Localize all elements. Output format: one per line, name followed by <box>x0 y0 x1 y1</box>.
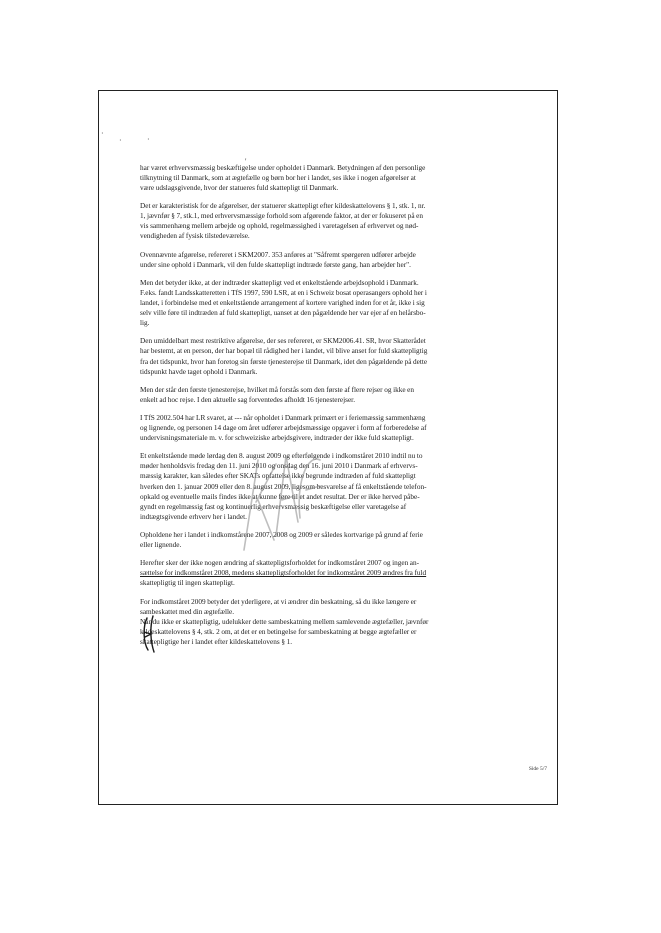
paragraph <box>140 385 533 405</box>
text-line: tidspunkt havde taget ophold i Danmark. <box>140 367 258 376</box>
text-line: Det er karakteristisk for de afgørelser, der statuerer skattepligt efter kildeskattelovens § 1, stk. 1, nr. <box>140 202 426 211</box>
text-line: mæssig karakter, kan således efter SKATs opfattelse ikke begrunde indtræden af fuld skattepligt <box>140 472 416 481</box>
scanned-page <box>98 90 558 805</box>
text-line: har bestemt, at en person, der har bopæl til rådighed her i landet, vil blive anset for fuld skattepligtig <box>140 347 428 356</box>
text-line: hverken den 1. januar 2009 eller den 8. august 2009, ligesom besvarelse af få enkeltstående telefon- <box>140 482 427 491</box>
text-line: gyndt en regelmæssig fast og kontinuerlig erhvervsmæssig beskæftigelse eller varetagelse af <box>140 502 407 511</box>
text-line: I TfS 2002.504 har LR svaret, at --- når opholdet i Danmark primært er i feriemæssig sammenhæng <box>140 414 426 423</box>
paragraph-underlined <box>140 558 533 588</box>
paragraph <box>140 597 533 617</box>
text-line: sættelse for indkomståret 2008, medens skattepligtsforholdet for indkomståret 2009 ændres fra fuld <box>140 569 427 578</box>
text-line: opkald og eventuelle mails findes ikke at kunne føre til et andet resultat. Der er ikke herved påbe- <box>140 492 420 501</box>
text-line: landet, i forbindelse med et enkeltstående arrangement af kortere varighed inden for et år, ikke i sig <box>140 299 425 308</box>
text-line: møder henholdsvis fredag den 11. juni 2010 og onsdag den 16. juni 2010 i Danmark af erhvervs- <box>140 462 418 471</box>
text-line: selv ville føre til indtræden af fuld skattepligt, uanset at den pågældende her var ejer af en helårsbo- <box>140 309 426 318</box>
text-line: enkelt ad hoc rejse. I den aktuelle sag forventedes afholdt 16 tjenesterejser. <box>140 395 356 404</box>
text-line: Men der står den første tjenesterejse, hvilket må forstås som den første af flere rejser og ikke en <box>140 385 415 394</box>
text-line: F.eks. fandt Landsskatteretten i TfS 1997, 590 LSR, at en i Schweiz bosat operasangers ophold her i <box>140 289 427 298</box>
text-line: skattepligtige her i landet efter kildeskattelovens § 1. <box>140 637 293 646</box>
text-line: Når du ikke er skattepligtig, udelukker dette sambeskatning mellem samlevende ægtefæller, jævnfør <box>140 617 429 626</box>
text-line: har været erhvervsmæssig beskæftigelse under opholdet i Danmark. Betydningen af den personlige <box>140 164 426 172</box>
scan-speck: ' <box>245 157 247 166</box>
paragraph <box>140 278 533 328</box>
text-line: eller lignende. <box>140 540 182 549</box>
text-line: vendigheden af fysisk tilstedeværelse. <box>140 232 250 241</box>
text-line: fra det tidspunkt, hvor han foretog sin første tjenesterejse til Danmark, idet den pågældende på dette <box>140 357 428 366</box>
text-line: undervisningsmateriale m. v. for schweiziske arbejdsgivere, indtræder der ikke fuld skattepligt. <box>140 434 414 443</box>
document-body <box>140 163 533 655</box>
text-line: og lignende, og personen 14 dage om året udfører arbejdsmæssige opgaver i form af forberedelse af <box>140 424 427 433</box>
paragraph <box>140 336 533 376</box>
text-line: skattepligtig til ingen skattepligt. <box>140 579 235 588</box>
paragraph <box>140 163 533 193</box>
scan-speck: · <box>147 135 150 144</box>
paragraph <box>140 413 533 443</box>
text-line: Herefter sker der ikke nogen ændring af skattepligtsforholdet for indkomståret 2007 og ingen an- <box>140 559 420 568</box>
page-number: Side 5/7 <box>528 766 547 772</box>
text-line: Ovennævnte afgørelse, refereret i SKM2007. 353 anføres at "Såfremt spørgeren udfører arbejde <box>140 250 416 259</box>
text-line: sambeskattet med din ægtefælle. <box>140 607 235 616</box>
paragraph <box>140 201 533 241</box>
text-line: Et enkeltstående møde lørdag den 8. august 2009 og efterfølgende i indkomståret 2010 indtil nu to <box>140 452 423 461</box>
text-line: tilknytning til Danmark, som at ægtefælle og børn bor her i landet, ses ikke i nogen afgørelser at <box>140 174 416 183</box>
text-line: kildeskattelovens § 4, stk. 2 om, at det er en betingelse for sambeskatning at begge ægtefæller er <box>140 627 417 636</box>
text-line: Men det betyder ikke, at der indtræder skattepligt ved et enkeltstående arbejdsophold i Danmark. <box>140 278 419 287</box>
text-line: være udslagsgivende, hvor der statueres fuld skattepligt til Danmark. <box>140 184 339 193</box>
text-line: Opholdene her i landet i indkomstårene 2007, 2008 og 2009 er således kortvarige på grund af ferie <box>140 530 423 539</box>
text-line: lig. <box>140 319 150 328</box>
paragraph <box>140 617 533 647</box>
text-line: vis sammenhæng mellem arbejde og ophold, regelmæssighed i varetagelsen af erhvervet og nød- <box>140 222 419 231</box>
text-line: 1, jævnfør § 7, stk.1, med erhvervsmæssige forhold som afgørende faktor, at der er fokuseret på en <box>140 212 424 221</box>
paragraph <box>140 250 533 270</box>
text-line: Den umiddelbart mest restriktive afgørelse, der ses refereret, er SKM2006.41. SR, hvor Skatterådet <box>140 337 426 346</box>
handwritten-bracket-icon <box>141 614 163 654</box>
text-line: For indkomståret 2009 betyder det yderligere, at vi ændrer din beskatning, så du ikke længere er <box>140 597 417 606</box>
scan-speck: · <box>119 136 122 145</box>
text-line: indtægtsgivende erhverv her i landet. <box>140 512 247 521</box>
text-line: under sine ophold i Danmark, vil den fulde skattepligt indtræde første gang, han arbejder her". <box>140 260 411 269</box>
scan-speck: · <box>101 129 104 138</box>
paragraph <box>140 451 533 521</box>
paragraph <box>140 530 533 550</box>
